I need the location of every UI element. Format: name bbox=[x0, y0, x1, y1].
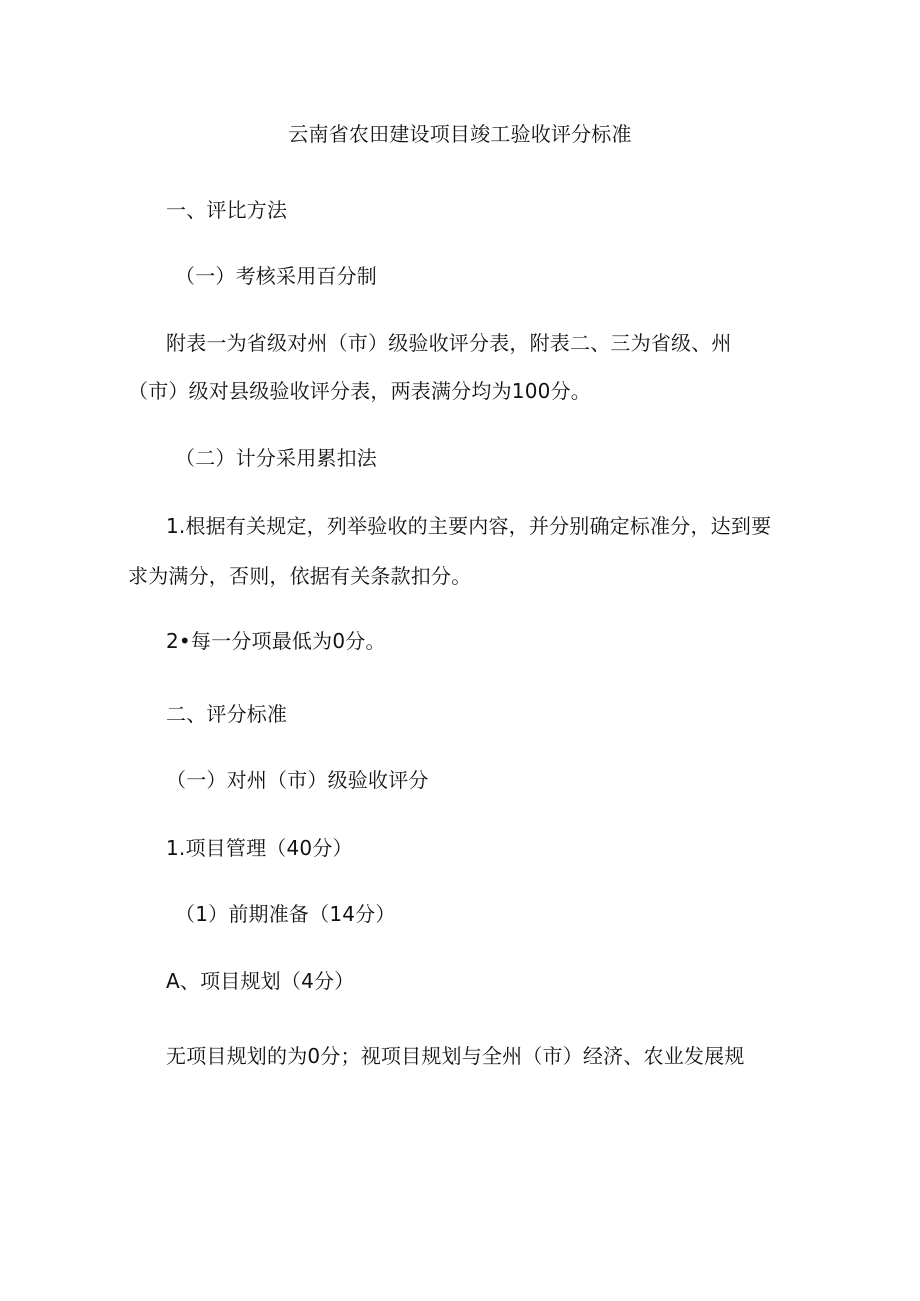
document-title: 云南省农田建设项目竣工验收评分标准 bbox=[288, 122, 632, 146]
paragraph-line: 2•每一分项最低为0分。 bbox=[166, 629, 386, 653]
item-heading-project-management: 1.项目管理（40分） bbox=[166, 836, 353, 860]
item-heading-project-planning: A、项目规划（4分） bbox=[166, 969, 355, 993]
subsection-heading-prefecture-acceptance: （一）对州（市）级验收评分 bbox=[166, 768, 429, 792]
paragraph-line: 求为满分，否则，依据有关条款扣分。 bbox=[128, 564, 472, 588]
paragraph-line: （市）级对县级验收评分表，两表满分均为100分。 bbox=[128, 379, 591, 403]
paragraph-line: 附表一为省级对州（市）级验收评分表，附表二、三为省级、州 bbox=[166, 331, 732, 355]
section-heading-evaluation-method: 一、评比方法 bbox=[166, 198, 288, 222]
paragraph-line: 无项目规划的为0分；视项目规划与全州（市）经济、农业发展规 bbox=[166, 1044, 745, 1068]
item-heading-preparation: （1）前期准备（14分） bbox=[175, 902, 396, 926]
subsection-heading-deduction-method: （二）计分采用累扣法 bbox=[175, 446, 377, 470]
subsection-heading-percentage-system: （一）考核采用百分制 bbox=[175, 264, 377, 288]
paragraph-line: 1.根据有关规定，列举验收的主要内容，并分别确定标准分，达到要 bbox=[166, 514, 772, 538]
section-heading-scoring-standard: 二、评分标准 bbox=[166, 702, 288, 726]
